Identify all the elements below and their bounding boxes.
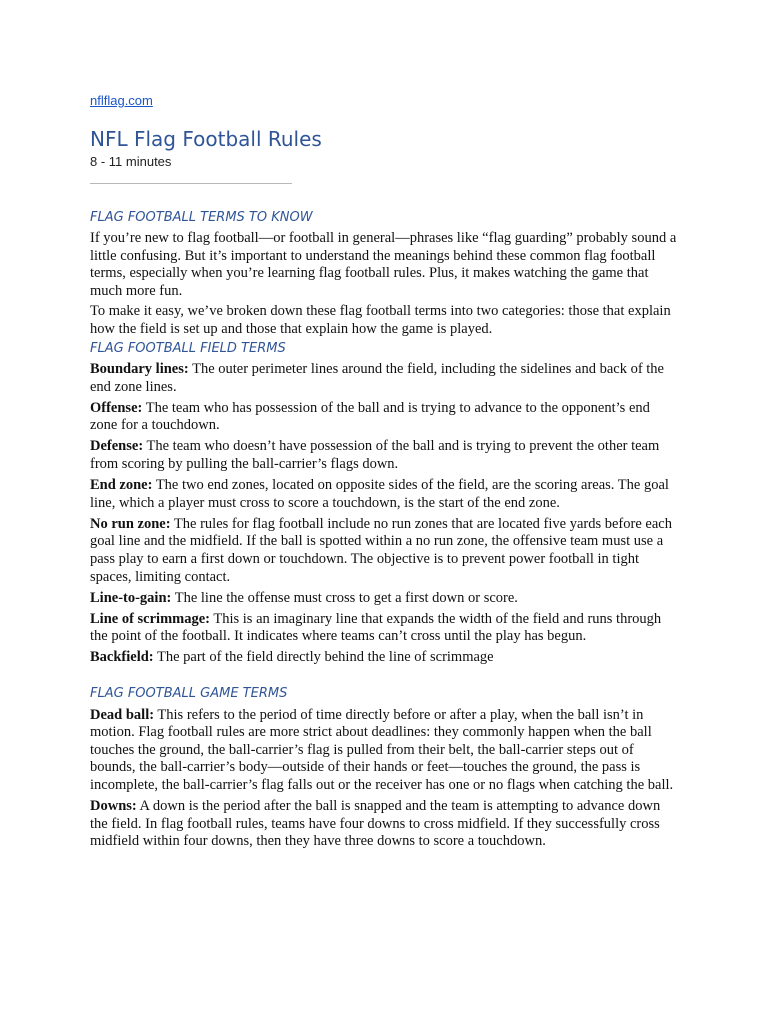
definition-no-run-zone [90,516,680,586]
intro-paragraph: If you’re new to flag football—or football in general—phrases like “flag guarding” probably sound a little confusing. But it’s important to understand the meanings behind these common flag football terms, especially when you’re learning flag football rules. Plus, it makes watching the game that much more fun. [90,230,677,299]
term-label: Defense: [90,438,144,455]
read-time: 8 - 11 minutes [90,154,172,169]
term-definition: The part of the field directly behind the line of scrimmage [153,649,494,666]
term-definition: The two end zones, located on opposite sides of the field, are the scoring areas. The goal line, which a player must cross to score a touchdown, is the start of the end zone. [90,477,669,511]
section-heading-terms: FLAG FOOTBALL TERMS TO KNOW [90,210,313,225]
term-label: No run zone: [90,515,171,532]
intro-paragraph: To make it easy, we’ve broken down these flag football terms into two categories: those that explain how the field is set up and those that explain how the game is played. [90,303,671,337]
definition-boundary-lines [90,361,680,396]
page-title: NFL Flag Football Rules [90,127,322,151]
definition-line-to-gain [90,590,680,608]
definition-backfield [90,649,680,667]
term-definition: The outer perimeter lines around the field, including the sidelines and back of the end zone lines. [90,361,664,395]
term-label: Boundary lines: [90,361,189,378]
term-label: Line-to-gain: [90,589,172,606]
divider [90,183,292,184]
term-label: End zone: [90,477,153,494]
source-link[interactable]: nflflag.com [90,93,153,108]
term-definition: The rules for flag football include no run zones that are located five yards before each goal line and the midfield. If the ball is spotted within a no run zone, the offensive team must use a pass play to earn a first down or touchdown. The objective is to prevent power football in tight spaces, limiting contact. [90,515,672,585]
term-label: Dead ball: [90,706,155,723]
term-label: Line of scrimmage: [90,610,210,627]
article [90,92,680,851]
section-heading-field-terms: FLAG FOOTBALL FIELD TERMS [90,340,286,356]
definition-end-zone [90,477,680,512]
definition-line-of-scrimmage [90,611,680,646]
definition-defense [90,438,680,473]
term-label: Backfield: [90,649,154,666]
definition-dead-ball [90,707,680,795]
section-heading-game-terms: FLAG FOOTBALL GAME TERMS [90,686,288,702]
term-definition: The team who has possession of the ball and is trying to advance to the opponent’s end zone for a touchdown. [90,399,650,434]
term-definition: This refers to the period of time directly before or after a play, when the ball isn’t in motion. Flag football rules are more strict about deadlines: they commonly happen when the ball touches the ground, the ball-carrier’s flag is pulled from their belt, the ball-carrier steps out of bounds, the ball-carrier’s body—outside of their hands or feet—touches the ground, the pass is incomplete, the ball-carrier’s flag falls out or the receiver has one or no flags when catching the ball. [90,706,674,793]
term-definition: A down is the period after the ball is snapped and the team is attempting to advance down the field. In flag football rules, teams have four downs to cross midfield. If they successfully cross midfield within four downs, then they have three downs to score a touchdown. [90,798,661,850]
term-definition: This is an imaginary line that expands the width of the field and runs through the point of the football. It indicates where teams can’t cross until the play has begun. [90,610,662,645]
definition-offense [90,400,680,435]
definition-downs [90,798,680,851]
term-label: Downs: [90,798,137,815]
term-definition: The team who doesn’t have possession of the ball and is trying to prevent the other team from scoring by pulling the ball-carrier’s flags down. [90,438,660,473]
term-label: Offense: [90,399,143,416]
term-definition: The line the offense must cross to get a first down or score. [171,589,518,606]
